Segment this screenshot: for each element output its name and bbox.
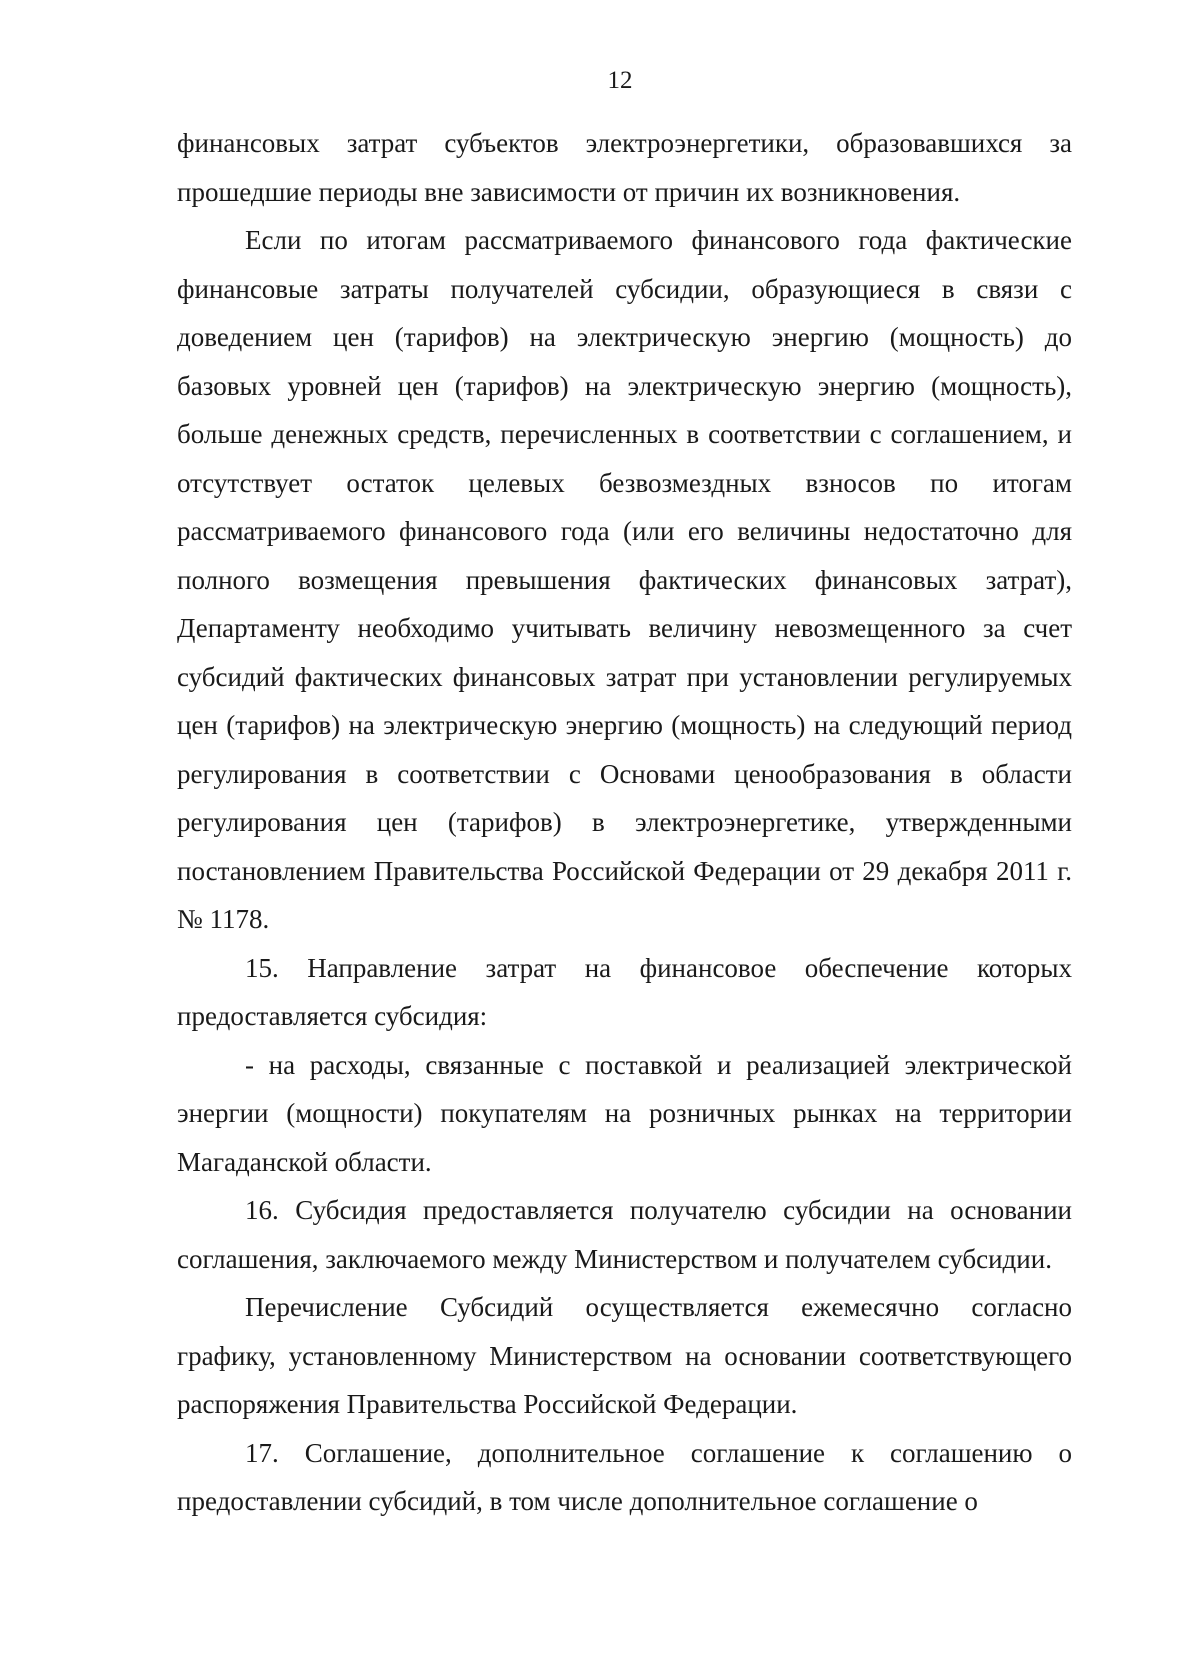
paragraph-item-15-list: - на расходы, связанные с поставкой и реализацией электрической энергии (мощности) покупателям на розничных рынках на территории Магаданской области. xyxy=(177,1049,1072,1177)
paragraph-continuation: финансовых затрат субъектов электроэнергетики, образовавшихся за прошедшие периоды вне зависимости от причин их возникновения. xyxy=(177,128,1072,207)
page-number: 12 xyxy=(607,67,633,94)
paragraph-subsidy-costs: Если по итогам рассматриваемого финансового года фактические финансовые затраты получателей субсидии, образующиеся в связи с доведением цен (тарифов) на электрическую энергию (мощность) до базовых уровней цен (тарифов) на электрическую энергию (мощность), больше денежных средств, перечисленных в соответствии с соглашением, и отсутствует остаток целевых безвозмездных взносов по итогам рассматриваемого финансового года (или его величины недостаточно для полного возмещения превышения фактических финансовых затрат), Департаменту необходимо учитывать величину невозмещенного за счет субсидий фактических финансовых затрат при установлении регулируемых цен (тарифов) на электрическую энергию (мощность) на следующий период регулирования в соответствии с Основами ценообразования в области регулирования цен (тарифов) в электроэнергетике, утвержденными постановлением Правительства Российской Федерации от 29 декабря 2011 г. № 1178. xyxy=(177,225,1072,934)
paragraph-transfer-schedule: Перечисление Субсидий осуществляется ежемесячно согласно графику, установленному Министерством на основании соответствующего распоряжения Правительства Российской Федерации. xyxy=(177,1292,1072,1419)
paragraph-item-15: 15. Направление затрат на финансовое обеспечение которых предоставляется субсидия: xyxy=(177,952,1072,1031)
paragraph-item-17: 17. Соглашение, дополнительное соглашение к соглашению о предоставлении субсидий, в том числе дополнительное соглашение о xyxy=(177,1437,1072,1516)
document-body xyxy=(177,119,1072,1526)
paragraph-item-16: 16. Субсидия предоставляется получателю субсидии на основании соглашения, заключаемого между Министерством и получателем субсидии. xyxy=(177,1195,1072,1274)
